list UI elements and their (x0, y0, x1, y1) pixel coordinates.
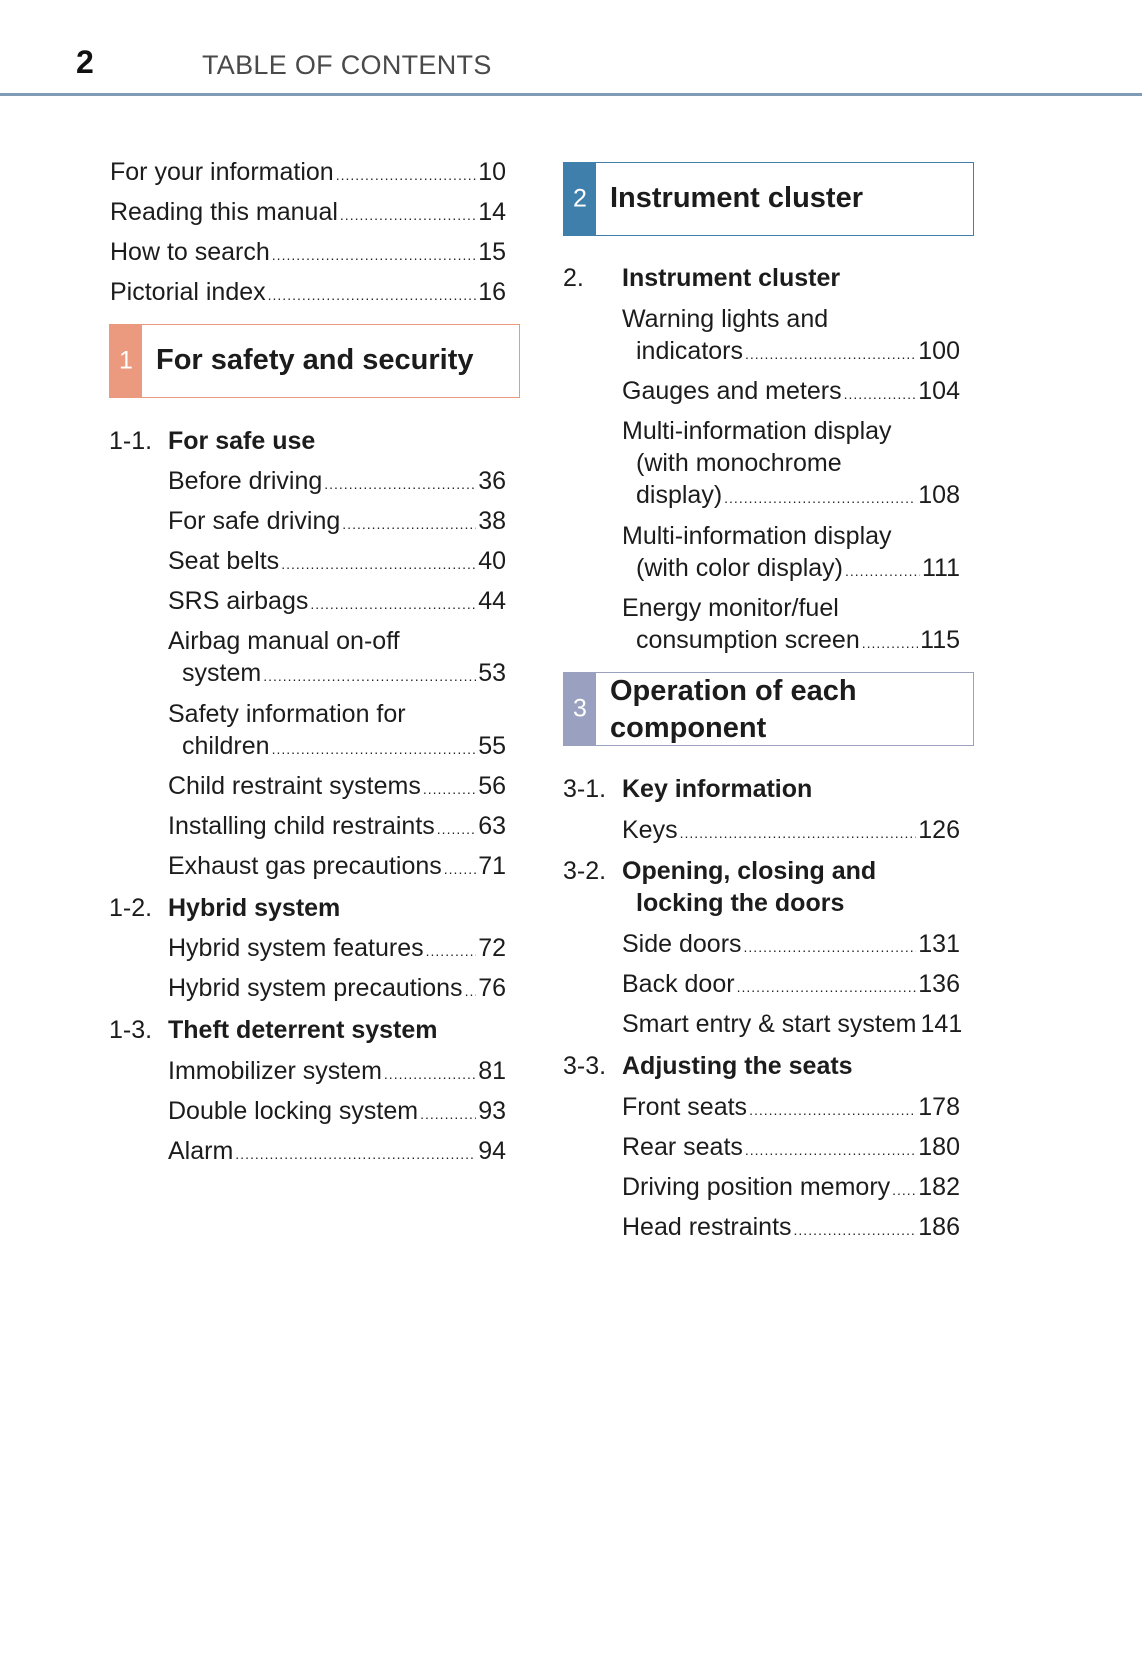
entry-page: 178 (918, 1093, 960, 1121)
entry-page: 115 (920, 626, 960, 654)
section-number: 3 (573, 694, 587, 723)
dot-leader (749, 1095, 916, 1125)
dot-leader (444, 854, 476, 884)
toc-entry-double-locking[interactable] (168, 1096, 506, 1129)
entry-title: Seat belts (168, 547, 280, 575)
dot-leader (862, 628, 918, 658)
toc-entry-reading-this-manual[interactable] (110, 197, 506, 230)
entry-title: For your information (110, 158, 334, 186)
entry-title: Driving position memory (622, 1173, 891, 1201)
dot-leader (845, 556, 920, 586)
entry-title: Gauges and meters (622, 377, 842, 405)
toc-entry-consumption-screen[interactable] (636, 625, 960, 658)
subsection-title: Theft deterrent system (168, 1016, 438, 1044)
toc-entry-indicators[interactable] (636, 336, 960, 369)
entry-page: 38 (478, 507, 506, 535)
dot-leader (680, 818, 917, 848)
toc-entry-mid-mono-display[interactable] (636, 480, 960, 513)
dot-leader (272, 734, 477, 764)
entry-page: 126 (918, 816, 960, 844)
entry-title: Back door (622, 970, 735, 998)
toc-entry-pictorial-index[interactable] (110, 277, 506, 310)
dot-leader (336, 160, 476, 190)
subsection-number: 3-1. (563, 775, 607, 803)
entry-title: How to search (110, 238, 270, 266)
dot-leader (744, 932, 917, 962)
entry-title: Front seats (622, 1093, 748, 1121)
section-1-tab (110, 325, 142, 397)
entry-title: SRS airbags (168, 587, 309, 615)
toc-entry-keys[interactable] (622, 815, 960, 848)
entry-title: For safe driving (168, 507, 341, 535)
dot-leader (324, 469, 476, 499)
toc-entry-immobilizer[interactable] (168, 1056, 506, 1089)
subsection-title: Instrument cluster (622, 264, 841, 292)
entry-title: Child restraint systems (168, 772, 421, 800)
entry-page: 81 (478, 1057, 506, 1085)
entry-page: 108 (918, 481, 960, 509)
entry-page: 44 (478, 587, 506, 615)
section-number: 1 (119, 346, 133, 375)
dot-leader (745, 339, 916, 369)
entry-page: 131 (918, 930, 960, 958)
section-2-tab (564, 163, 596, 235)
page-number: 2 (76, 44, 94, 80)
subsection-title: Key information (622, 775, 813, 803)
toc-entry-mid-color-line1[interactable]: Multi-information display (622, 522, 892, 550)
section-3-header[interactable] (563, 672, 974, 746)
toc-entry-hybrid-precautions[interactable] (168, 973, 506, 1006)
dot-leader (745, 1135, 916, 1165)
toc-entry-energy-line1[interactable]: Energy monitor/fuel (622, 594, 839, 622)
subsection-title: Hybrid system (168, 894, 341, 922)
toc-entry-side-doors[interactable] (622, 929, 960, 962)
entry-title: Pictorial index (110, 278, 266, 306)
entry-page: 15 (478, 238, 506, 266)
entry-title: Keys (622, 816, 678, 844)
entry-title: Reading this manual (110, 198, 338, 226)
entry-title: Rear seats (622, 1133, 743, 1161)
entry-page: 71 (478, 852, 506, 880)
subsection-number: 3-2. (563, 857, 607, 885)
toc-entry-driving-position-memory[interactable] (622, 1172, 960, 1205)
dot-leader (420, 1099, 476, 1129)
dot-leader (235, 1139, 476, 1169)
entry-title: system (182, 659, 262, 687)
dot-leader (310, 589, 476, 619)
subsection-3-2[interactable] (563, 856, 963, 922)
toc-entry-for-your-information[interactable] (110, 157, 506, 190)
subsection-number: 1-1. (109, 427, 153, 455)
subsection-number: 2. (563, 264, 584, 292)
dot-leader (724, 483, 916, 513)
subsection-title: For safe use (168, 427, 316, 455)
toc-entry-how-to-search[interactable] (110, 237, 506, 270)
toc-entry-safety-children[interactable] (182, 731, 506, 764)
header-divider (0, 93, 1142, 96)
entry-page: 136 (918, 970, 960, 998)
entry-title: Smart entry & start system (622, 1010, 917, 1038)
entry-page: 182 (918, 1173, 960, 1201)
section-title-line1: Operation of each (610, 675, 857, 707)
entry-page: 63 (478, 812, 506, 840)
section-number: 2 (573, 184, 587, 213)
toc-entry-alarm[interactable] (168, 1136, 506, 1169)
toc-entry-safety-line1[interactable]: Safety information for (168, 700, 406, 728)
toc-entry-mid-mono-line2[interactable]: (with monochrome (636, 449, 842, 477)
dot-leader (263, 661, 476, 691)
dot-leader (268, 280, 477, 310)
section-1-header[interactable] (109, 324, 520, 398)
dot-leader (340, 200, 476, 230)
dot-leader (423, 774, 476, 804)
entry-page: 10 (478, 158, 506, 186)
entry-page: 40 (478, 547, 506, 575)
entry-title: Hybrid system precautions (168, 974, 463, 1002)
entry-title: Immobilizer system (168, 1057, 382, 1085)
toc-entry-rear-seats[interactable] (622, 1132, 960, 1165)
toc-entry-back-door[interactable] (622, 969, 960, 1002)
subsection-title-line1: Opening, closing and (622, 857, 877, 885)
entry-page: 53 (478, 659, 506, 687)
entry-title: Hybrid system features (168, 934, 424, 962)
entry-page: 76 (478, 974, 506, 1002)
section-title-line2: component (610, 712, 767, 744)
toc-entry-seat-belts[interactable] (168, 546, 506, 579)
entry-page: 36 (478, 467, 506, 495)
toc-entry-for-safe-driving[interactable] (168, 506, 506, 539)
dot-leader (892, 1175, 916, 1205)
entry-page: 72 (478, 934, 506, 962)
page-title: TABLE OF CONTENTS (202, 50, 492, 80)
entry-title: Alarm (168, 1137, 234, 1165)
entry-title: Side doors (622, 930, 742, 958)
dot-leader (384, 1059, 476, 1089)
entry-title: Exhaust gas precautions (168, 852, 442, 880)
entry-page: 111 (921, 554, 960, 582)
dot-leader (437, 814, 476, 844)
entry-page: 93 (478, 1097, 506, 1125)
toc-entry-child-restraint-systems[interactable] (168, 771, 506, 804)
entry-page: 180 (918, 1133, 960, 1161)
entry-title: children (182, 732, 270, 760)
section-title: For safety and security (156, 344, 474, 376)
entry-page: 94 (478, 1137, 506, 1165)
entry-title: display) (636, 481, 723, 509)
dot-leader (281, 549, 476, 579)
entry-title: consumption screen (636, 626, 860, 654)
entry-page: 104 (918, 377, 960, 405)
subsection-number: 3-3. (563, 1052, 607, 1080)
section-title: Instrument cluster (610, 182, 863, 214)
dot-leader (737, 972, 917, 1002)
entry-page: 56 (478, 772, 506, 800)
toc-entry-warning-line1[interactable]: Warning lights and (622, 305, 829, 333)
dot-leader (426, 936, 477, 966)
toc-entry-airbag-line1[interactable]: Airbag manual on-off (168, 627, 400, 655)
entry-title: Installing child restraints (168, 812, 435, 840)
section-3-tab (564, 673, 596, 745)
toc-entry-exhaust-gas[interactable] (168, 851, 506, 884)
toc-entry-smart-entry[interactable] (622, 1009, 963, 1042)
toc-entry-installing-child-restraints[interactable] (168, 811, 506, 844)
entry-title: Before driving (168, 467, 323, 495)
toc-entry-mid-mono-line1[interactable]: Multi-information display (622, 417, 892, 445)
entry-page: 14 (478, 198, 506, 226)
subsection-title: Adjusting the seats (622, 1052, 853, 1080)
subsection-number: 1-2. (109, 894, 153, 922)
entry-page: 100 (918, 337, 960, 365)
toc-entry-head-restraints[interactable] (622, 1212, 960, 1245)
toc-entry-front-seats[interactable] (622, 1092, 960, 1125)
entry-page: 186 (918, 1213, 960, 1241)
section-2-header[interactable] (563, 162, 974, 236)
entry-page: 55 (478, 732, 506, 760)
toc-entry-mid-color-display[interactable] (636, 553, 960, 586)
entry-title: indicators (636, 337, 743, 365)
toc-entry-airbag-manual-system[interactable] (182, 658, 506, 691)
page-header (0, 0, 1142, 96)
entry-title: Double locking system (168, 1097, 419, 1125)
dot-leader (465, 976, 477, 1006)
dot-leader (844, 379, 917, 409)
toc-entry-before-driving[interactable] (168, 466, 506, 499)
entry-title: Head restraints (622, 1213, 792, 1241)
dot-leader (342, 509, 476, 539)
dot-leader (794, 1215, 917, 1245)
toc-entry-gauges-meters[interactable] (622, 376, 960, 409)
entry-page: 141 (920, 1010, 963, 1038)
toc-entry-hybrid-features[interactable] (168, 933, 506, 966)
dot-leader (272, 240, 476, 270)
subsection-number: 1-3. (109, 1016, 153, 1044)
subsection-title-line2: locking the doors (636, 889, 845, 917)
toc-entry-srs-airbags[interactable] (168, 586, 506, 619)
entry-page: 16 (478, 278, 506, 306)
entry-title: (with color display) (636, 554, 844, 582)
